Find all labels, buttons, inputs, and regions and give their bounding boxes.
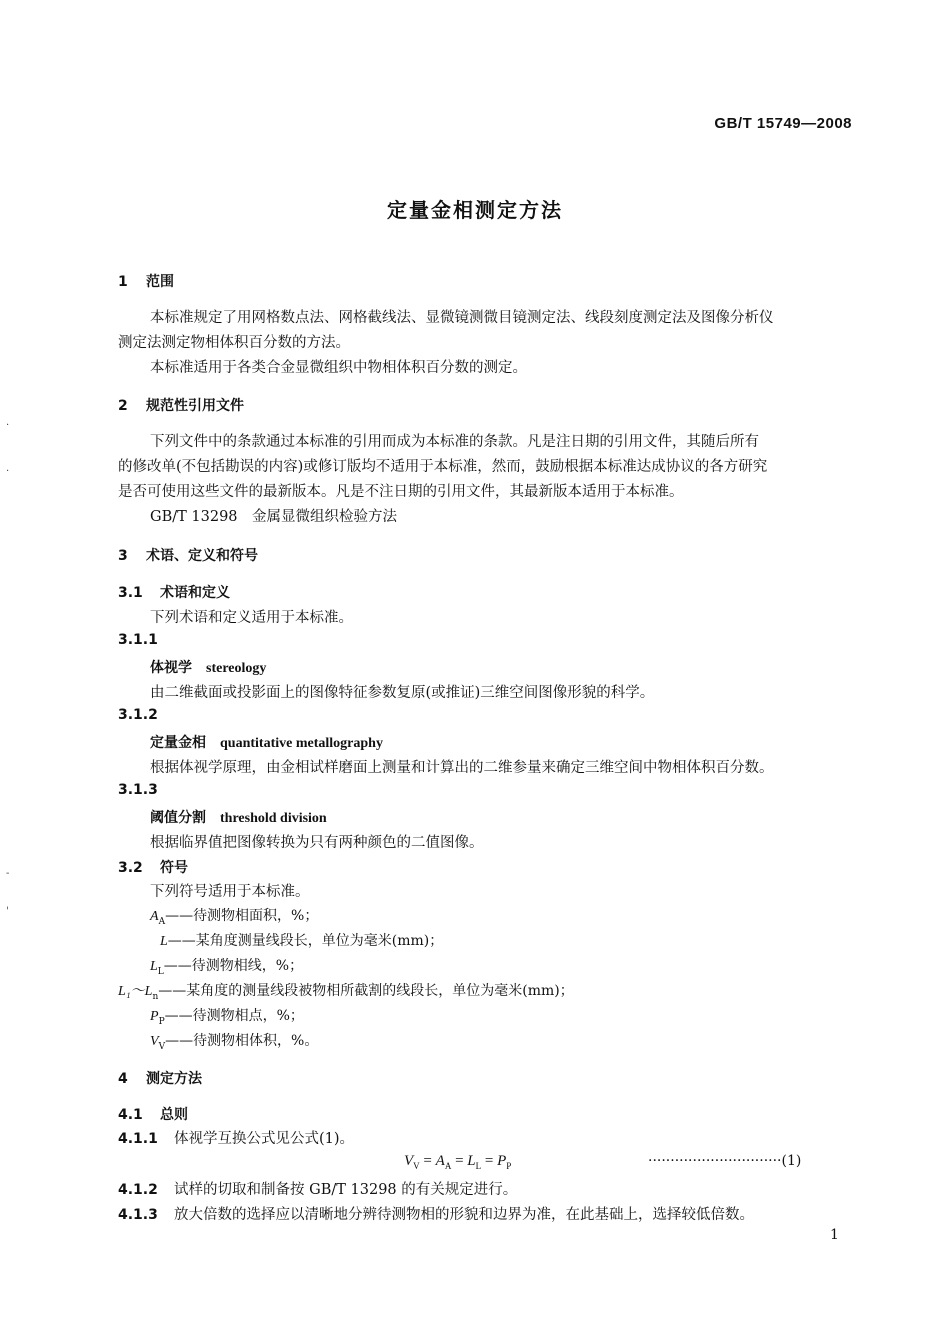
subsection-3-1-heading [118,582,230,602]
formula-label: ······························(1) [648,1153,802,1169]
subsection-number: 4.1 [118,1107,143,1123]
section-title: 范围 [146,274,174,290]
section-2-heading [118,395,244,415]
term-number: 3.1.2 [118,707,158,723]
s1-p1-line2: 测定法测定物相体积百分数的方法。 [118,335,350,351]
clause-4-1-2 [118,1178,517,1202]
term-definition: 根据临界值把图像转换为只有两种颜色的二值图像。 [150,835,484,851]
s2-p1-line3: 是否可使用这些文件的最新版本。凡是不注日期的引用文件，其最新版本适用于本标准。 [118,484,684,500]
symbol-item: $A_A——$待测物相面积，%； [150,908,319,927]
subsection-title: 术语和定义 [160,585,230,601]
formula-1: $V_V = A_A = L_L = P_P$ [404,1153,512,1171]
clause-number: 4.1.2 [118,1182,158,1198]
term-en: stereology [206,661,267,676]
term-zh: 阈值分割 [150,810,206,826]
s31-intro: 下列术语和定义适用于本标准。 [150,610,353,626]
section-title: 规范性引用文件 [146,398,244,414]
scan-speck: - [6,868,10,879]
symbol-item: $L_1\sim L_n——$某角度的测量线段被物相所截割的线段长，单位为毫米(mm)； [118,983,574,1002]
clause-4-1-1 [118,1127,354,1151]
document-title: 定量金相测定方法 [387,198,563,222]
section-4-heading [118,1068,202,1088]
symbol-item: $V_V——$待测物相体积，%。 [150,1033,319,1052]
subsection-number: 3.1 [118,585,143,601]
section-1-heading [118,271,174,291]
subsection-number: 3.2 [118,860,143,876]
term-definition: 根据体视学原理，由金相试样磨面上测量和计算出的二维参量来确定三维空间中物相体积百分数。 [150,760,774,776]
section-title: 术语、定义和符号 [146,548,258,564]
term-heading [150,807,327,827]
s2-p1-line2: 的修改单(不包括勘误的内容)或修订版均不适用于本标准，然而，鼓励根据本标准达成协议的各方研究 [118,459,768,475]
scan-speck: · [6,466,10,477]
term-definition: 由二维截面或投影面上的图像特征参数复原(或推证)三维空间图像形貌的科学。 [150,685,655,701]
term-number: 3.1.1 [118,632,158,648]
section-number: 4 [118,1071,128,1087]
symbol-item: L——某角度测量线段长，单位为毫米(mm)； [160,933,444,949]
section-3-heading [118,545,258,565]
clause-text: 体视学互换公式见公式(1)。 [174,1131,355,1147]
s1-p2: 本标准适用于各类合金显微组织中物相体积百分数的测定。 [150,360,527,376]
s2-p1-line1: 下列文件中的条款通过本标准的引用而成为本标准的条款。凡是注日期的引用文件，其随后所有 [150,434,759,450]
clause-4-1-3 [118,1203,754,1227]
scan-speck: · [6,420,10,431]
section-number: 2 [118,398,128,414]
clause-text: 放大倍数的选择应以清晰地分辨待测物相的形貌和边界为准，在此基础上，选择较低倍数。 [174,1207,754,1223]
term-zh: 定量金相 [150,735,206,751]
subsection-title: 总则 [160,1107,188,1123]
section-title: 测定方法 [146,1071,202,1087]
symbol-item: $L_L——$待测物相线，%； [150,958,304,977]
subsection-4-1-heading [118,1104,188,1124]
standard-code: GB/T 15749—2008 [714,115,852,132]
clause-text: 试样的切取和制备按 GB/T 13298 的有关规定进行。 [174,1182,518,1198]
term-zh: 体视学 [150,660,192,676]
subsection-title: 符号 [160,860,188,876]
term-number: 3.1.3 [118,782,158,798]
s32-intro: 下列符号适用于本标准。 [150,884,310,900]
term-heading [150,657,266,677]
s2-reference: GB/T 13298 金属显微组织检验方法 [150,509,398,525]
term-heading [150,732,383,752]
scan-speck: ' [6,906,9,917]
section-number: 3 [118,548,128,564]
subsection-3-2-heading [118,857,188,877]
section-number: 1 [118,274,128,290]
clause-number: 4.1.3 [118,1207,158,1223]
clause-number: 4.1.1 [118,1131,158,1147]
symbol-item: $P_P——$待测物相点，%； [150,1008,304,1027]
term-en: threshold division [220,811,327,826]
s1-p1-line1: 本标准规定了用网格数点法、网格截线法、显微镜测微目镜测定法、线段刻度测定法及图像分析仪 [150,310,774,326]
page-number: 1 [830,1227,839,1243]
term-en: quantitative metallography [220,736,383,751]
